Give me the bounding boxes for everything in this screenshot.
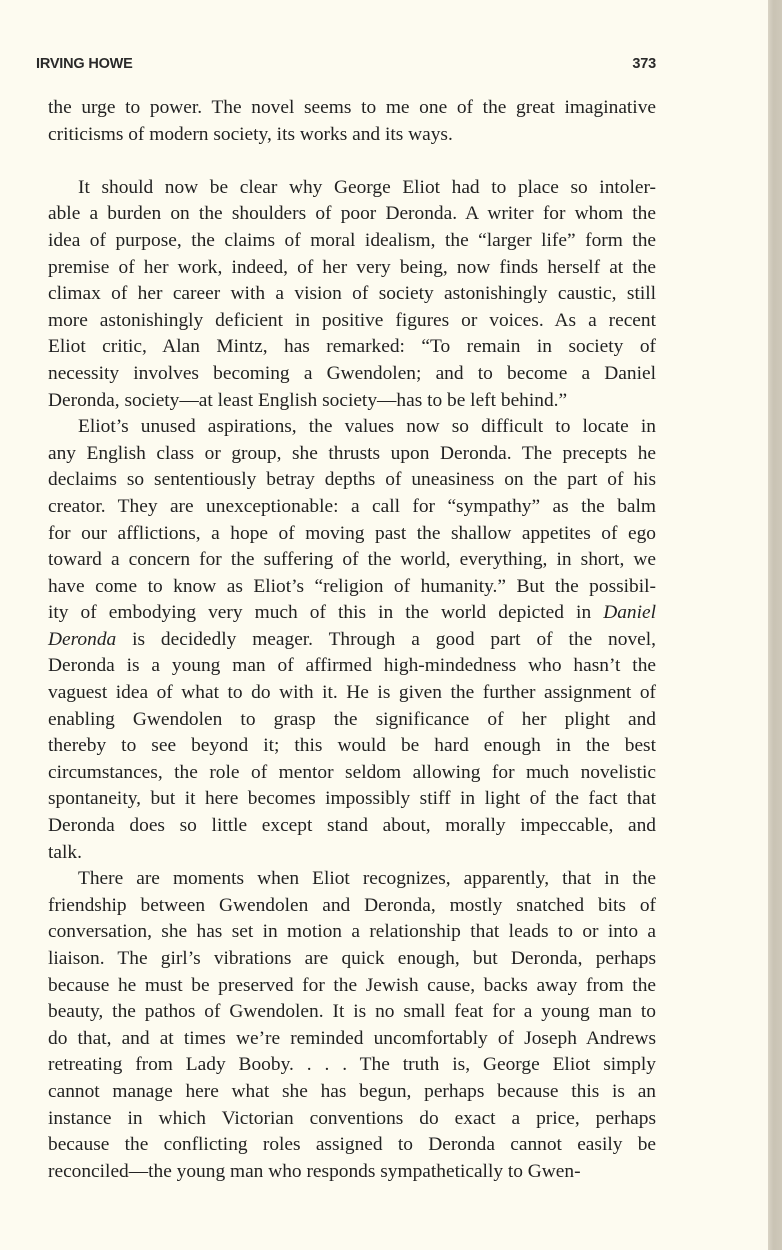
page-edge-shadow — [768, 0, 782, 1250]
paragraph — [48, 175, 656, 414]
text-line: because he must be preserved for the Jewish cause, backs away from the — [48, 974, 656, 996]
text-line: do that, and at times we’re reminded uncomfortably of Joseph Andrews — [48, 1027, 656, 1049]
text-line: spontaneity, but it here becomes impossibly stiff in light of the fact that — [48, 788, 656, 810]
text-line: liaison. The girl’s vibrations are quick enough, but Deronda, perhaps — [48, 948, 656, 969]
text-line: cannot manage here what she has begun, perhaps because this is an — [48, 1080, 656, 1102]
italic-title: Daniel — [603, 602, 656, 624]
paragraph — [48, 866, 656, 1185]
text-line: able a burden on the shoulders of poor Deronda. A writer for whom the — [48, 203, 656, 225]
text-line: creator. They are unexceptionable: a call for “sympathy” as the balm — [48, 495, 656, 517]
text-line: climax of her career with a vision of society astonishingly caustic, still — [48, 283, 656, 305]
text-line: thereby to see beyond it; this would be hard enough in the best — [48, 735, 656, 757]
text-line: Deronda is a young man of affirmed high-mindedness who hasn’t the — [48, 655, 656, 677]
text-line: have come to know as Eliot’s “religion of humanity.” But the possibil- — [48, 575, 656, 597]
text-line: for our afflictions, a hope of moving past the shallow appetites of ego — [48, 522, 656, 544]
text-line: necessity involves becoming a Gwendolen; and to become a Daniel — [48, 362, 656, 384]
text-line: It should now be clear why George Eliot had to place so intoler- — [78, 176, 656, 198]
page-number: 373 — [632, 56, 656, 72]
text-line: premise of her work, indeed, of her very being, now finds herself at the — [48, 256, 656, 278]
running-head — [36, 56, 656, 80]
text-line: because the conflicting roles assigned to Deronda cannot easily be — [48, 1134, 656, 1156]
text-line: reconciled—the young man who responds sympathetically to Gwen- — [48, 1160, 581, 1182]
text-line: instance in which Victorian conventions do exact a price, perhaps — [48, 1107, 656, 1129]
text-line: more astonishingly deficient in positive figures or voices. As a recent — [48, 309, 656, 331]
text-line: beauty, the pathos of Gwendolen. It is no small feat for a young man to — [48, 1001, 656, 1023]
text-line: toward a concern for the suffering of the world, everything, in short, we — [48, 549, 656, 571]
text-line: circumstances, the role of mentor seldom allowing for much novelistic — [48, 761, 656, 783]
text-line: Deronda does so little except stand about, morally impeccable, and — [48, 815, 656, 837]
text-line: talk. — [48, 841, 82, 863]
text-line: declaims so sententiously betray depths of uneasiness on the part of his — [48, 469, 656, 491]
text-line: Eliot’s unused aspirations, the values now so difficult to locate in — [78, 416, 656, 438]
text-line: conversation, she has set in motion a relationship that leads to or into a — [48, 921, 656, 943]
text-line: vaguest idea of what to do with it. He is given the further assignment of — [48, 682, 656, 704]
text-line: criticisms of modern society, its works and its ways. — [48, 123, 453, 145]
paragraph — [48, 95, 656, 148]
text-line: retreating from Lady Booby. . . . The truth is, George Eliot simply — [48, 1054, 656, 1076]
text-line: ity of embodying very much of this in the world depicted in Daniel — [48, 602, 656, 624]
text-line: Deronda is decidedly meager. Through a good part of the novel, — [48, 628, 656, 650]
text-line: the urge to power. The novel seems to me one of the great imaginative — [48, 97, 656, 118]
text-line: There are moments when Eliot recognizes, apparently, that in the — [78, 868, 656, 890]
paragraph — [48, 414, 656, 866]
text-line: enabling Gwendolen to grasp the significance of her plight and — [48, 708, 656, 730]
text-line: Eliot critic, Alan Mintz, has remarked: “To remain in society of — [48, 336, 656, 358]
running-head-author: IRVING HOWE — [36, 56, 133, 72]
text-line: idea of purpose, the claims of moral idealism, the “larger life” form the — [48, 229, 656, 251]
body-text — [48, 95, 656, 1185]
text-line: Deronda, society—at least English society—has to be left behind.” — [48, 389, 568, 411]
text-line: friendship between Gwendolen and Deronda, mostly snatched bits of — [48, 894, 656, 916]
text-line: any English class or group, she thrusts upon Deronda. The precepts he — [48, 442, 656, 464]
italic-title: Deronda — [48, 628, 117, 650]
